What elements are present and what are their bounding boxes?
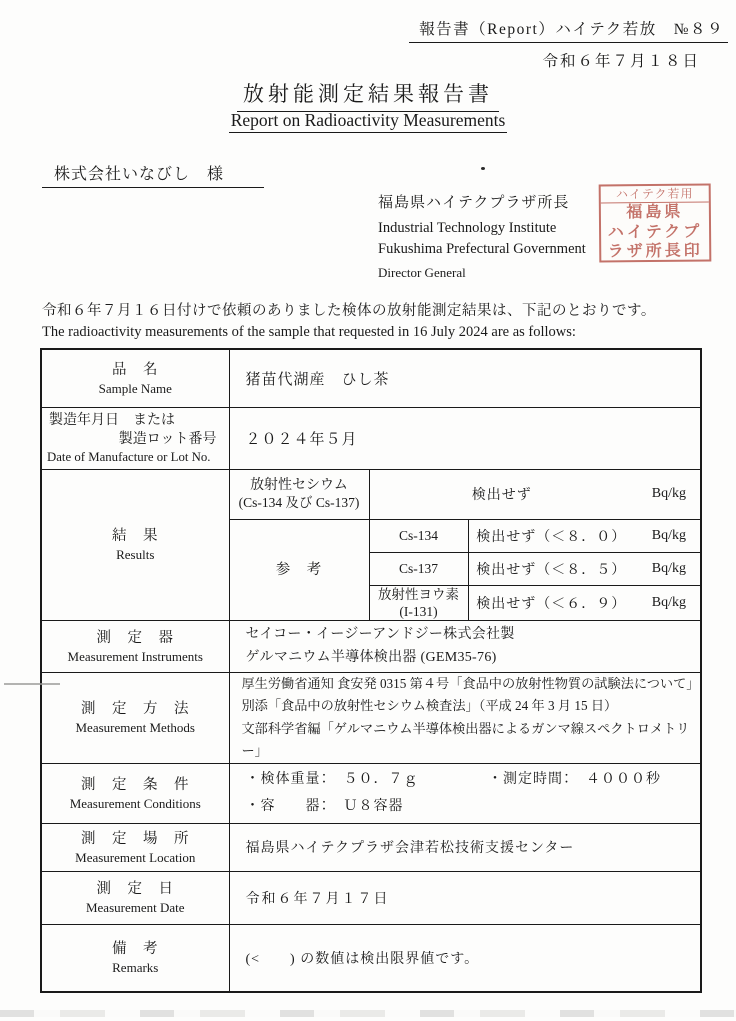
cesium-result-cell xyxy=(369,469,701,519)
seal-row-2: ハイテクプ xyxy=(607,223,703,241)
nuclide-name: 放射性ヨウ素 xyxy=(378,586,459,602)
row-label-ja: 測 定 器 xyxy=(96,629,174,646)
instrument-value xyxy=(229,620,701,672)
row-label-en: Measurement Methods xyxy=(75,720,195,735)
row-label-method xyxy=(41,672,229,763)
row-label-ja: 製造年月日 または xyxy=(49,412,175,428)
row-label-lot xyxy=(41,407,229,469)
cs137-result-cell xyxy=(468,552,701,585)
sample-name-value: 猪苗代湖産 ひし茶 xyxy=(229,349,701,407)
row-label-ja: 備 考 xyxy=(112,941,159,958)
row-label-en: Measurement Location xyxy=(75,849,196,865)
issuer-block xyxy=(378,191,586,283)
row-label-results xyxy=(41,469,229,620)
method-line-1: 厚生労働省通知 食安発 0315 第４号「食品中の放射性物質の試験法について」 xyxy=(241,675,700,691)
row-label-en: Date of Manufacture or Lot No. xyxy=(47,449,211,464)
row-label-remarks xyxy=(41,924,229,992)
row-label-location xyxy=(41,823,229,871)
table-row-lot xyxy=(41,407,701,469)
unit-label: Bq/kg xyxy=(651,527,687,543)
method-line-2: 別添「食品中の放射性セシウム検査法」（平成 24 年 3 月 15 日） xyxy=(241,698,618,713)
title-wrap xyxy=(0,78,736,112)
condition-weight: ・検体重量： ５０．７ｇ xyxy=(245,772,419,787)
row-label-ja: 結 果 xyxy=(112,528,159,544)
measurement-date-value: 令和６年７月１７日 xyxy=(229,871,701,924)
row-label-ja: 測 定 条 件 xyxy=(81,776,190,793)
row-label-date xyxy=(41,871,229,924)
table-row-location xyxy=(41,823,701,871)
intro-text-ja: 令和６年７月１６日付けで依頼のありました検体の放射能測定結果は、下記のとおりです。 xyxy=(42,303,656,319)
unit-label: Bq/kg xyxy=(651,486,687,501)
row-label-ja-2: 製造ロット番号 xyxy=(118,431,217,447)
row-label-en: Sample Name xyxy=(98,380,172,396)
row-label-ja: 測 定 方 法 xyxy=(81,701,190,717)
instrument-line-1: セイコー・イージーアンドジー株式会社製 xyxy=(245,627,515,642)
method-line-3: 文部科学省編「ゲルマニウム半導体検出器によるガンマ線スペクトロメトリー」 xyxy=(241,720,690,758)
report-number-line: 報告書（Report）ハイテク若放 №８９ xyxy=(409,17,728,43)
nuclide-name: Cs-134 xyxy=(398,528,438,543)
intro-text-en: The radioactivity measurements of the sample that requested in 16 July 2024 are as follows: xyxy=(42,324,576,340)
row-label-en: Measurement Instruments xyxy=(67,648,203,664)
nuclide-name-2: (I-131) xyxy=(399,603,438,619)
table-row-remarks xyxy=(41,924,701,992)
row-label-ja: 品 名 xyxy=(112,361,159,378)
row-label-en: Measurement Conditions xyxy=(69,795,201,811)
instrument-line-2: ゲルマニウム半導体検出器 (GEM35-76) xyxy=(245,650,497,665)
i131-result-cell xyxy=(468,585,701,620)
cesium-nuclide-label xyxy=(229,469,369,519)
result-value: 検出せず（＜６．９） xyxy=(476,596,627,612)
seal-top-row: ハイテク若用 xyxy=(601,186,709,204)
issuer-org-en-1: Industrial Technology Institute xyxy=(378,220,557,236)
table-row-method xyxy=(41,672,701,763)
condition-time: ・測定時間： ４０００秒 xyxy=(488,772,661,787)
seal-row-1: 福島県 xyxy=(626,203,684,222)
result-value: 検出せず xyxy=(471,488,532,503)
official-seal-stamp xyxy=(599,184,712,263)
table-row-conditions xyxy=(41,763,701,823)
report-issue-date: 令和６年７月１８日 xyxy=(542,53,700,70)
row-label-sample xyxy=(41,349,229,407)
row-label-conditions xyxy=(41,763,229,823)
nuclide-name: Cs-137 xyxy=(398,561,438,576)
method-value xyxy=(229,672,701,763)
ink-speck-artifact xyxy=(481,167,485,170)
pencil-mark-artifact xyxy=(4,683,60,685)
nuclide-name: 放射性セシウム xyxy=(250,478,348,493)
condition-container: ・容 器： Ｕ８容器 xyxy=(245,799,404,814)
cs137-nuclide-label xyxy=(369,552,468,585)
table-row-sample-name xyxy=(41,349,701,407)
nuclide-name-2: (Cs-134 及び Cs-137) xyxy=(238,495,360,510)
issuer-role-en: Director General xyxy=(378,265,466,280)
table-row-result-cesium xyxy=(41,469,701,519)
row-label-en: Results xyxy=(116,547,155,562)
measurement-report-table xyxy=(40,348,702,993)
lot-value: ２０２４年５月 xyxy=(229,407,701,469)
remarks-value: (< ) の数値は検出限界値です。 xyxy=(229,924,701,992)
i131-nuclide-label xyxy=(369,585,468,620)
addressee: 株式会社いなびし 様 xyxy=(42,161,264,188)
result-value: 検出せず（＜８．５） xyxy=(476,562,627,578)
reference-label xyxy=(229,519,369,620)
result-value: 検出せず（＜８．０） xyxy=(476,529,627,545)
page-title-en: Report on Radioactivity Measurements xyxy=(229,110,508,133)
subtitle-wrap xyxy=(0,110,736,133)
seal-row-3: ラザ所長印 xyxy=(607,242,703,261)
conditions-value xyxy=(229,763,701,823)
row-label-ja: 測 定 日 xyxy=(96,881,174,897)
intro-paragraph xyxy=(42,301,720,343)
scan-edge-artifact xyxy=(0,1010,736,1017)
table-row-measurement-date xyxy=(41,871,701,924)
cs134-result-cell xyxy=(468,519,701,552)
row-label-ja: 測 定 場 所 xyxy=(81,830,190,847)
issuer-title-ja: 福島県ハイテクプラザ所長 xyxy=(378,195,570,211)
unit-label: Bq/kg xyxy=(651,594,687,610)
page-title-ja: 放射能測定結果報告書 xyxy=(237,78,499,112)
table-row-instrument xyxy=(41,620,701,672)
row-label-en: Remarks xyxy=(112,960,159,976)
location-value: 福島県ハイテクプラザ会津若松技術支援センター xyxy=(229,823,701,871)
row-label-en: Measurement Date xyxy=(85,900,185,915)
issuer-org-en-2: Fukushima Prefectural Government xyxy=(378,241,586,257)
unit-label: Bq/kg xyxy=(651,560,687,576)
cs134-nuclide-label xyxy=(369,519,468,552)
row-label-instrument xyxy=(41,620,229,672)
reference-label-text: 参 考 xyxy=(275,561,323,578)
